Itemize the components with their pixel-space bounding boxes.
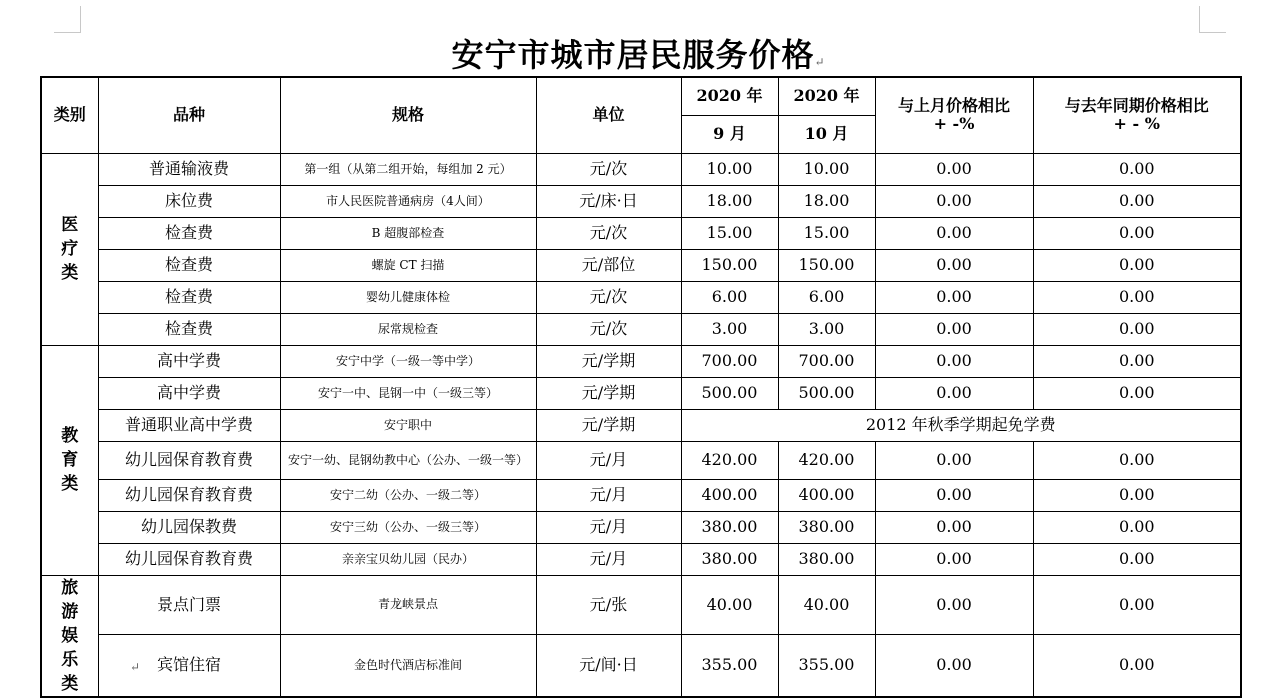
category-medical	[41, 153, 98, 345]
category-char: 旅	[61, 577, 79, 598]
page-corner-mark-left	[54, 6, 81, 33]
cell-price-oct: 3.00	[778, 313, 875, 345]
category-char: 类	[61, 263, 79, 283]
table-row	[41, 511, 1241, 543]
header-month-oct: 10 月	[778, 115, 875, 153]
header-row	[41, 77, 1241, 115]
header-yoy-line1: 与去年同期价格相比	[1064, 96, 1209, 116]
cell-change-mom: 0.00	[875, 377, 1033, 409]
table-row	[41, 185, 1241, 217]
header-variety: 品种	[98, 77, 280, 153]
cell-unit: 元/次	[536, 313, 681, 345]
header-spec: 规格	[280, 77, 536, 153]
cell-unit: 元/月	[536, 543, 681, 575]
table-row	[41, 153, 1241, 185]
cell-unit: 元/次	[536, 153, 681, 185]
cell-unit: 元/学期	[536, 409, 681, 441]
cell-price-sep: 380.00	[681, 511, 778, 543]
cell-change-yoy: 0.00	[1033, 217, 1241, 249]
header-mom-line2: + -%	[933, 114, 975, 134]
header-unit: 单位	[536, 77, 681, 153]
category-char: 育	[61, 450, 79, 470]
table-row	[41, 249, 1241, 281]
cell-variety: 检查费	[98, 281, 280, 313]
cell-spec: 安宁一中、昆钢一中（一级三等）	[280, 377, 536, 409]
title-text: 安宁市城市居民服务价格	[451, 36, 815, 74]
price-table	[40, 76, 1242, 698]
cell-unit: 元/月	[536, 441, 681, 479]
table-row	[41, 281, 1241, 313]
cell-change-mom: 0.00	[875, 441, 1033, 479]
end-paragraph-mark-icon: ↵	[130, 660, 141, 674]
cell-spec: 青龙峡景点	[280, 575, 536, 634]
cell-change-yoy: 0.00	[1033, 153, 1241, 185]
cell-price-oct: 420.00	[778, 441, 875, 479]
cell-change-mom: 0.00	[875, 185, 1033, 217]
header-mom-line1: 与上月价格相比	[897, 96, 1010, 116]
cell-unit: 元/间·日	[536, 634, 681, 696]
price-table-body	[41, 77, 1241, 697]
cell-price-oct: 15.00	[778, 217, 875, 249]
cell-price-sep: 150.00	[681, 249, 778, 281]
cell-change-yoy: 0.00	[1033, 249, 1241, 281]
cell-change-yoy: 0.00	[1033, 575, 1241, 634]
cell-change-mom: 0.00	[875, 281, 1033, 313]
cell-change-mom: 0.00	[875, 543, 1033, 575]
cell-change-mom: 0.00	[875, 217, 1033, 249]
cell-note: 2012 年秋季学期起免学费	[681, 409, 1241, 441]
header-year-oct: 2020 年	[778, 77, 875, 115]
cell-variety: 幼儿园保育教育费	[98, 441, 280, 479]
cell-price-oct: 18.00	[778, 185, 875, 217]
header-category: 类别	[41, 77, 98, 153]
cell-price-oct: 150.00	[778, 249, 875, 281]
cell-unit: 元/学期	[536, 377, 681, 409]
cell-change-yoy: 0.00	[1033, 543, 1241, 575]
cell-change-yoy: 0.00	[1033, 345, 1241, 377]
cell-price-oct: 6.00	[778, 281, 875, 313]
header-yoy	[1033, 77, 1241, 153]
header-yoy-line2: + - %	[1113, 114, 1160, 134]
cell-variety: 幼儿园保育教育费	[98, 543, 280, 575]
cell-variety: 幼儿园保育教育费	[98, 479, 280, 511]
header-month-sep: 9 月	[681, 115, 778, 153]
cell-price-sep: 380.00	[681, 543, 778, 575]
cell-price-oct: 380.00	[778, 511, 875, 543]
cell-spec: 安宁二幼（公办、一级二等）	[280, 479, 536, 511]
cell-price-oct: 400.00	[778, 479, 875, 511]
category-char: 医	[61, 215, 79, 235]
cell-price-sep: 15.00	[681, 217, 778, 249]
cell-change-mom: 0.00	[875, 153, 1033, 185]
cell-unit: 元/月	[536, 479, 681, 511]
category-char: 乐	[61, 649, 79, 670]
cell-variety: 检查费	[98, 217, 280, 249]
cell-price-sep: 700.00	[681, 345, 778, 377]
cell-change-yoy: 0.00	[1033, 511, 1241, 543]
cell-price-oct: 500.00	[778, 377, 875, 409]
cell-change-mom: 0.00	[875, 313, 1033, 345]
cell-spec: 安宁中学（一级一等中学）	[280, 345, 536, 377]
cell-price-sep: 6.00	[681, 281, 778, 313]
cell-change-yoy: 0.00	[1033, 441, 1241, 479]
cell-variety: 景点门票	[98, 575, 280, 634]
cell-variety: 高中学费	[98, 345, 280, 377]
cell-change-yoy: 0.00	[1033, 479, 1241, 511]
cell-spec: 金色时代酒店标准间	[280, 634, 536, 696]
cell-price-oct: 10.00	[778, 153, 875, 185]
table-row	[41, 634, 1241, 696]
cell-variety: 检查费	[98, 313, 280, 345]
cell-change-mom: 0.00	[875, 511, 1033, 543]
cell-price-sep: 400.00	[681, 479, 778, 511]
category-char: 教	[61, 426, 79, 446]
document-title	[0, 30, 1277, 76]
category-char: 娱	[61, 625, 79, 646]
cell-change-yoy: 0.00	[1033, 634, 1241, 696]
category-education	[41, 345, 98, 575]
cell-change-mom: 0.00	[875, 575, 1033, 634]
cell-spec: 安宁职中	[280, 409, 536, 441]
cell-price-sep: 420.00	[681, 441, 778, 479]
cell-spec: 市人民医院普通病房（4人间）	[280, 185, 536, 217]
cell-change-yoy: 0.00	[1033, 185, 1241, 217]
cell-unit: 元/学期	[536, 345, 681, 377]
page-corner-mark-right	[1199, 6, 1226, 33]
table-row	[41, 217, 1241, 249]
cell-spec: 婴幼儿健康体检	[280, 281, 536, 313]
cell-spec: 螺旋 CT 扫描	[280, 249, 536, 281]
cell-spec: 安宁三幼（公办、一级三等）	[280, 511, 536, 543]
cell-unit: 元/部位	[536, 249, 681, 281]
cell-unit: 元/张	[536, 575, 681, 634]
table-row	[41, 409, 1241, 441]
cell-price-sep: 18.00	[681, 185, 778, 217]
cell-price-oct: 380.00	[778, 543, 875, 575]
table-row	[41, 313, 1241, 345]
cell-variety: 高中学费	[98, 377, 280, 409]
cell-unit: 元/次	[536, 217, 681, 249]
cell-variety: 检查费	[98, 249, 280, 281]
cell-price-sep: 3.00	[681, 313, 778, 345]
cell-spec: 亲亲宝贝幼儿园（民办）	[280, 543, 536, 575]
paragraph-mark-icon: ↵	[814, 55, 826, 69]
cell-change-mom: 0.00	[875, 345, 1033, 377]
cell-price-oct: 355.00	[778, 634, 875, 696]
cell-unit: 元/床·日	[536, 185, 681, 217]
cell-price-sep: 355.00	[681, 634, 778, 696]
cell-change-yoy: 0.00	[1033, 313, 1241, 345]
cell-variety: 普通职业高中学费	[98, 409, 280, 441]
cell-price-sep: 40.00	[681, 575, 778, 634]
cell-unit: 元/月	[536, 511, 681, 543]
table-row	[41, 575, 1241, 634]
table-row	[41, 543, 1241, 575]
cell-spec: 安宁一幼、昆钢幼教中心（公办、一级一等）	[280, 441, 536, 479]
table-row	[41, 345, 1241, 377]
cell-change-mom: 0.00	[875, 634, 1033, 696]
cell-variety: 宾馆住宿	[98, 634, 280, 696]
table-row	[41, 479, 1241, 511]
table-row	[41, 377, 1241, 409]
cell-spec: 第一组（从第二组开始，每组加 2 元）	[280, 153, 536, 185]
cell-change-yoy: 0.00	[1033, 281, 1241, 313]
cell-variety: 普通输液费	[98, 153, 280, 185]
cell-change-yoy: 0.00	[1033, 377, 1241, 409]
cell-price-oct: 40.00	[778, 575, 875, 634]
cell-change-mom: 0.00	[875, 479, 1033, 511]
cell-price-sep: 10.00	[681, 153, 778, 185]
cell-price-oct: 700.00	[778, 345, 875, 377]
category-tourism	[41, 575, 98, 697]
category-char: 游	[61, 601, 79, 622]
table-row	[41, 441, 1241, 479]
category-char: 类	[61, 673, 79, 694]
category-char: 疗	[61, 239, 79, 259]
cell-unit: 元/次	[536, 281, 681, 313]
cell-price-sep: 500.00	[681, 377, 778, 409]
cell-spec: 尿常规检查	[280, 313, 536, 345]
category-char: 类	[61, 474, 79, 494]
cell-variety: 幼儿园保教费	[98, 511, 280, 543]
header-year-sep: 2020 年	[681, 77, 778, 115]
cell-spec: B 超腹部检查	[280, 217, 536, 249]
cell-change-mom: 0.00	[875, 249, 1033, 281]
header-mom	[875, 77, 1033, 153]
cell-variety: 床位费	[98, 185, 280, 217]
